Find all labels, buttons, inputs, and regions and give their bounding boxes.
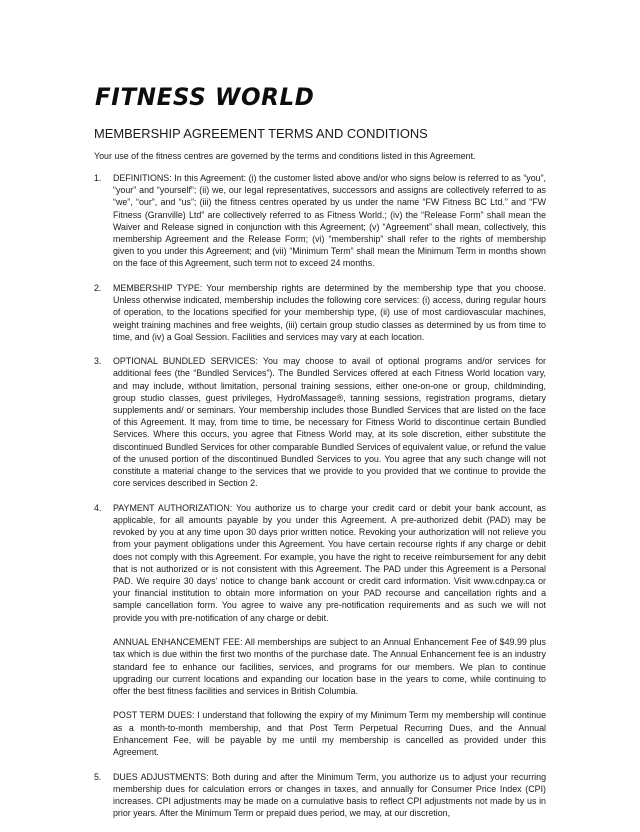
clause-definitions	[94, 172, 546, 270]
clause-dues-adjustments	[94, 771, 546, 820]
clause-paragraph: DUES ADJUSTMENTS: Both during and after the Minimum Term, you authorize us to adjust your recurring membership dues for calculation errors or changes in taxes, and annually for Consumer Price Index (CPI) increases. CPI adjustments may be made on a cumulative basis to reflect CPI adjustments not made by us in prior years. After the Minimum Term or prepaid dues period, we may, at our discretion,	[113, 771, 546, 819]
document-title: MEMBERSHIP AGREEMENT TERMS AND CONDITIONS	[94, 126, 428, 141]
clause-body	[113, 355, 546, 489]
annual-enhancement-fee-paragraph: ANNUAL ENHANCEMENT FEE: All memberships are subject to an Annual Enhancement Fee of $49.99 plus tax which is due within the first two months of the purchase date. The Annual Enhancement fee is an industry standard fee to enhance our facilities, services, and programs for our members. We plan to continue upgrading our current locations and expanding our location base in the years to come, while continuing to offer the best fitness facilities and services in British Columbia.	[113, 637, 546, 696]
clause-paragraph: DEFINITIONS: In this Agreement: (i) the customer listed above and/or who signs below is referred to as “you”, “your” and “yourself”; (ii) we, our legal representatives, successors and assigns are collectively referred to as “we”, “our”, and “us”; (iii) the fitness centres operated by us under the name “FW Fitness BC Ltd.” and “FW Fitness (Granville) Ltd” are collectively referred to as Fitness World.; (iv) the “Release Form” shall mean the Waiver and Release signed in conjunction with this Agreement; (v) “Agreement” shall mean, collectively, this membership Agreement and the Release Form; (vi) “membership” shall refer to the rights of membership given to you under this Agreement; and (vii) “Minimum Term” shall mean the Minimum Term in months shown on the face of this Agreement, such term not to exceed 24 months.	[113, 173, 546, 269]
clause-paragraph: OPTIONAL BUNDLED SERVICES: You may choose to avail of optional programs and/or services for additional fees (the “Bundled Services”). The Bundled Services offered at each Fitness World location vary, and may include, without limitation, personal training sessions, either one-on-one or group, childminding, group studio classes, guest privileges, HydroMassage®, tanning sessions, registration programs, dietary supplements and/ or seminars. Your membership includes those Bundled Services that are listed on the face of this Agreement. It may, from time to time, be necessary for Fitness World to discontinue certain Bundled Services. Where this occurs, you agree that Fitness World may, at its sole discretion, either substitute the discontinued Bundled Services for other comparable Bundled Services of equivalent value, or refund the value of the unused portion of the discontinued Bundled Services to you. You agree that any such change will not constitute a material change to the services that we provide to you provided that we continue to provide the core services described in Section 2.	[113, 356, 546, 489]
clause-payment-authorization	[94, 502, 546, 758]
fitness-world-logo: FITNESS WORLD	[95, 84, 315, 112]
clause-number: 5.	[94, 771, 102, 782]
clause-number: 4.	[94, 502, 102, 513]
post-term-dues-paragraph: POST TERM DUES: I understand that following the expiry of my Minimum Term my membership will continue as a month-to-month membership, and that Post Term Perpetual Recurring Dues, and the Annual Enhancement Fee, will be payable by me until my membership is cancelled as provided under this Agreement.	[113, 710, 546, 758]
clause-paragraph: MEMBERSHIP TYPE: Your membership rights are determined by the membership type that you choose. Unless otherwise indicated, membership includes the following core services: (i) access, during regular hours of operation, to the locations specified for your membership type, (ii) use of most cardiovascular machines, weight training machines and free weights, (iii) certain group studio classes as determined by us from time to time, and (iv) a Goal Session. Facilities and services may vary at each location.	[113, 282, 546, 342]
clause-membership-type	[94, 282, 546, 343]
clause-list	[94, 172, 546, 832]
clause-number: 2.	[94, 282, 102, 293]
clause-number: 3.	[94, 356, 102, 367]
intro-paragraph: Your use of the fitness centres are governed by the terms and conditions listed in this Agreement.	[94, 151, 476, 161]
clause-body	[113, 172, 546, 270]
clause-body	[113, 502, 546, 758]
clause-optional-bundled-services	[94, 355, 546, 489]
clause-number: 1.	[94, 173, 102, 183]
clause-paragraph: PAYMENT AUTHORIZATION: You authorize us to charge your credit card or debit your bank account, as applicable, for all amounts payable by you under this Agreement. A pre-authorized debit (PAD) may be revoked by you at any time upon 30 days prior written notice. Revoking your authorization will not relieve you from your payment obligations under this Agreement. You have certain recourse rights if any charge or debit does not comply with this Agreement. For example, you have the right to receive reimbursement for any debit that is not authorized or is not consistent with this Agreement. The PAD under this Agreement is a Personal PAD. We require 30 days’ notice to change bank account or credit card information. Visit www.cdnpay.ca or your financial institution to obtain more information on your PAD recourse and cancellation rights and a sample cancellation form. You agree to waive any pre-notification requirements and as such we will not provide you with pre-notification of any charge or debit.	[113, 502, 546, 623]
clause-body	[113, 771, 546, 820]
clause-body	[113, 282, 546, 343]
